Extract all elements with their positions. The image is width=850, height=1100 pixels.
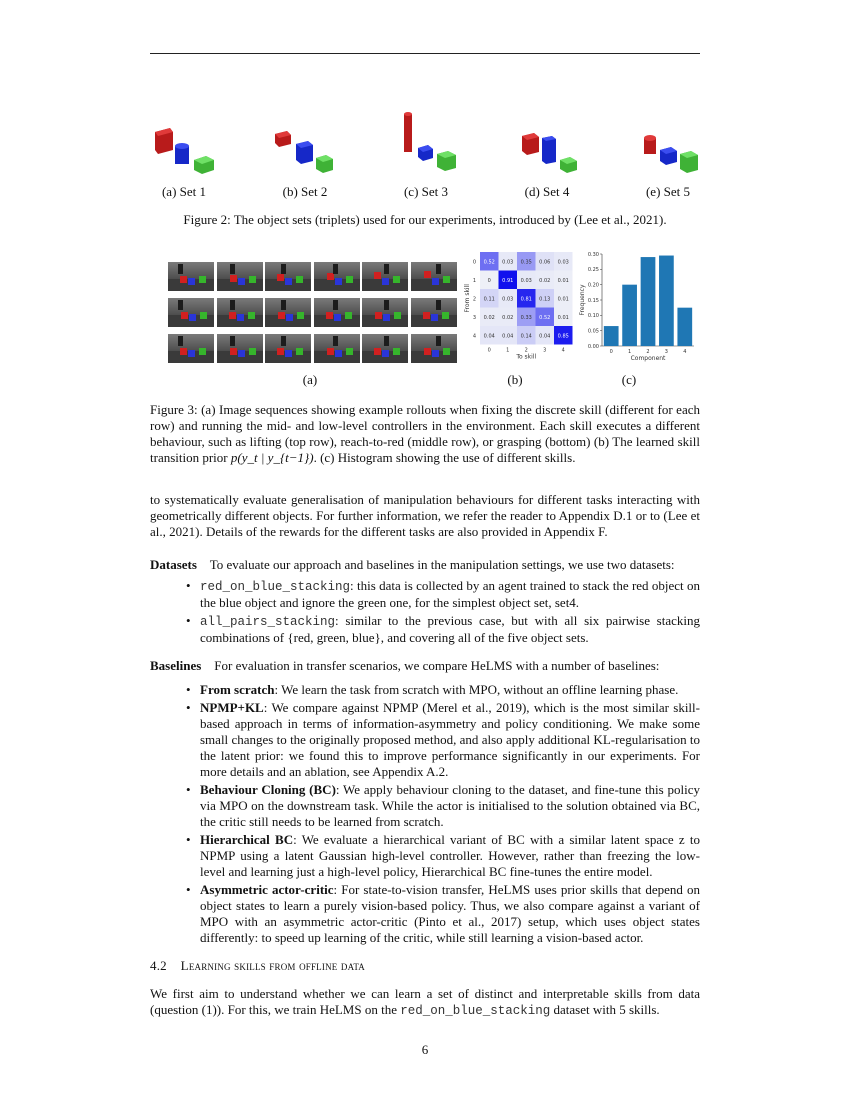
robot-arm — [333, 300, 338, 310]
heatmap-x-tick: 2 — [524, 347, 528, 354]
heatmap-cell-label: 0.01 — [557, 314, 569, 321]
rollout-frame — [362, 334, 408, 363]
bar-x-tick: 1 — [628, 349, 632, 355]
rollout-frame — [265, 334, 311, 363]
cube-object — [230, 348, 237, 355]
heatmap-cell-label: 0.02 — [502, 314, 514, 321]
heatmap-cell-label: 0.02 — [483, 314, 495, 321]
dataset-item — [200, 613, 700, 646]
histogram-bar — [641, 257, 656, 346]
cube-object — [374, 272, 381, 279]
baseline-description: : We apply behaviour cloning to the dataset, and fine-tune this policy via MPO on the downstream task. While the actor is initialised to the solution obtained via BC, the critic still needs to be learned from scratch. — [200, 782, 700, 829]
header-rule — [150, 53, 700, 54]
rollout-frame — [217, 262, 263, 291]
dataset-description: : this data is collected by an agent trained to stack the red object on the blue object and ignore the green one, for the simplest object set, set4. — [200, 578, 700, 610]
heatmap-cell-label: 0.14 — [520, 333, 532, 340]
cube-object — [285, 278, 292, 285]
cube-object — [189, 314, 196, 321]
robot-arm — [436, 336, 441, 346]
cube-object — [432, 350, 439, 357]
cube-object — [326, 312, 333, 319]
cube-object — [297, 312, 304, 319]
baseline-item — [200, 882, 700, 946]
histogram-bar — [677, 308, 692, 346]
cube-object — [249, 348, 256, 355]
heatmap-cell-label: 0.03 — [502, 259, 514, 266]
cube-object — [424, 271, 431, 278]
heatmap-cell-label: 0.01 — [557, 277, 569, 284]
robot-arm — [384, 336, 389, 346]
baselines-list — [200, 682, 700, 948]
cube-object — [393, 348, 400, 355]
robot-arm — [281, 264, 286, 274]
heatmap-x-tick: 0 — [487, 347, 491, 354]
section-number: 4.2 — [150, 958, 167, 973]
heatmap-cell-label: 0.52 — [483, 259, 495, 266]
baseline-item — [200, 682, 700, 698]
cube-object — [345, 312, 352, 319]
dataset-item — [200, 578, 700, 611]
cube-object — [286, 314, 293, 321]
set-1-label: (a) Set 1 — [161, 184, 207, 199]
heatmap-cell-label: 0.81 — [520, 296, 532, 303]
caption-text-2: . (c) Histogram showing the use of different skills. — [313, 450, 576, 465]
bar-y-tick: 0.10 — [587, 313, 599, 320]
robot-arm — [178, 336, 183, 346]
cube-object — [230, 275, 237, 282]
set-1-objects — [155, 128, 214, 174]
datasets-list — [200, 578, 700, 648]
bar-y-tick: 0.05 — [587, 328, 599, 335]
cube-object — [188, 350, 195, 357]
fig3-sublabel-a: (a) — [302, 372, 318, 387]
baselines-lead: For evaluation in transfer scenarios, we compare HeLMS with a number of baselines: — [214, 658, 660, 673]
cube-object — [394, 312, 401, 319]
cube-object — [277, 348, 284, 355]
set-4-objects — [522, 133, 577, 173]
cube-object — [374, 348, 381, 355]
set-2-label: (b) Set 2 — [282, 184, 328, 199]
cube-object — [423, 312, 430, 319]
cube-object — [335, 350, 342, 357]
cube-object — [188, 278, 195, 285]
dataset-description: : similar to the previous case, but with all six pairwise stacking combinations of {red, green, blue}, and covering all of the five object sets. — [200, 613, 700, 645]
cube-object — [443, 276, 450, 283]
heatmap-x-label: To skill — [516, 353, 537, 361]
set-3-objects — [404, 112, 456, 171]
rollout-frame — [265, 262, 311, 291]
heatmap-x-tick: 3 — [543, 347, 547, 354]
heatmap-x-tick: 1 — [506, 347, 510, 354]
section-title: Learning skills from offline data — [180, 958, 366, 973]
page-number: 6 — [421, 1042, 429, 1057]
heatmap-y-tick: 3 — [472, 314, 476, 321]
baseline-description: : We learn the task from scratch with MPO, without an offline learning phase. — [274, 682, 679, 697]
heatmap-cell-label: 0.04 — [483, 333, 495, 340]
heatmap-cell-label: 0.52 — [539, 314, 551, 321]
set-2-objects — [275, 131, 333, 173]
caption-math: p(y_t | y_{t−1}) — [230, 450, 314, 465]
rollout-frame — [314, 298, 360, 327]
baseline-term: Behaviour Cloning (BC) — [200, 782, 336, 797]
final-paragraph — [150, 986, 700, 1019]
set-5-objects — [644, 135, 698, 173]
cube-object — [296, 348, 303, 355]
heatmap-cell-label: 0.35 — [520, 259, 532, 266]
cube-object — [327, 348, 334, 355]
cube-object — [278, 312, 285, 319]
rollout-frame — [168, 298, 214, 327]
cube-object — [382, 278, 389, 285]
heatmap-cell-label: 0.13 — [539, 296, 551, 303]
bar-y-tick: 0.30 — [587, 251, 599, 258]
figure-3-caption — [150, 402, 700, 466]
cube-object — [249, 276, 256, 283]
robot-arm — [436, 264, 441, 274]
bar-y-tick: 0.20 — [587, 282, 599, 289]
rollout-frame — [314, 262, 360, 291]
cube-object — [346, 348, 353, 355]
baselines-heading: Baselines — [150, 658, 202, 673]
histogram-bar — [622, 285, 637, 346]
skill-histogram — [580, 250, 700, 368]
cube-object — [285, 350, 292, 357]
bar-y-tick: 0.00 — [587, 343, 599, 350]
cube-object — [382, 350, 389, 357]
datasets-paragraph — [150, 557, 700, 573]
set-3-label: (c) Set 3 — [403, 184, 449, 199]
object-sets-illustration — [150, 108, 710, 180]
cube-object — [442, 312, 449, 319]
robot-arm — [281, 300, 286, 310]
bar-y-label: Frequency — [579, 284, 586, 316]
heatmap-cell-label: 0.02 — [539, 277, 551, 284]
final-text-2: dataset with 5 skills. — [550, 1002, 660, 1017]
baselines-paragraph — [150, 658, 700, 674]
heatmap-cell-label: 0.33 — [520, 314, 532, 321]
cube-object — [200, 312, 207, 319]
rollout-frame — [411, 262, 457, 291]
heatmap-cell-label: 0.03 — [520, 277, 532, 284]
cube-object — [424, 348, 431, 355]
cube-object — [180, 276, 187, 283]
bar-x-tick: 4 — [683, 349, 687, 355]
bar-x-label: Component — [630, 355, 666, 362]
histogram-bar — [659, 256, 674, 346]
set-5-label: (e) Set 5 — [645, 184, 691, 199]
heatmap-cell-label: 0 — [487, 277, 491, 284]
skill-transition-heatmap — [462, 250, 582, 368]
cube-object — [199, 348, 206, 355]
robot-arm — [333, 264, 338, 274]
set-4-label: (d) Set 4 — [524, 184, 570, 199]
heatmap-y-tick: 1 — [472, 277, 476, 284]
final-code: red_on_blue_stacking — [400, 1004, 551, 1018]
heatmap-y-label: From skill — [464, 284, 471, 313]
dataset-code: red_on_blue_stacking — [200, 580, 351, 594]
datasets-heading: Datasets — [150, 557, 197, 572]
cube-object — [327, 273, 334, 280]
bar-x-tick: 3 — [664, 349, 668, 355]
heatmap-y-tick: 0 — [472, 259, 476, 266]
baseline-term: Hierarchical BC — [200, 832, 294, 847]
robot-arm — [333, 336, 338, 346]
heatmap-cell-label: 0.06 — [539, 259, 551, 266]
heatmap-cell-label: 0.04 — [539, 333, 551, 340]
cube-object — [296, 276, 303, 283]
cube-object — [443, 348, 450, 355]
robot-arm — [178, 300, 183, 310]
rollout-frame — [265, 298, 311, 327]
cube-object — [237, 314, 244, 321]
cube-object — [393, 276, 400, 283]
bar-y-tick: 0.15 — [587, 297, 599, 304]
heatmap-cell-label: 0.01 — [557, 296, 569, 303]
fig3-sublabel-c: (c) — [621, 372, 637, 387]
cube-object — [335, 278, 342, 285]
rollout-frame — [168, 262, 214, 291]
rollout-frame — [411, 298, 457, 327]
histogram-bar — [604, 326, 619, 346]
baseline-item — [200, 782, 700, 830]
cube-object — [375, 312, 382, 319]
robot-arm — [281, 336, 286, 346]
heatmap-cell-label: 0.91 — [502, 277, 514, 284]
rollout-frame — [168, 334, 214, 363]
heatmap-x-tick: 4 — [561, 347, 565, 354]
datasets-lead: To evaluate our approach and baselines in the manipulation settings, we use two datasets: — [209, 557, 675, 572]
cube-object — [431, 314, 438, 321]
bar-x-tick: 0 — [609, 349, 613, 355]
robot-arm — [178, 264, 183, 274]
final-text-1: We first aim to understand whether we can learn a set of distinct and interpretable skills from data (question (1)). For this, we train HeLMS on the — [150, 986, 700, 1017]
section-heading — [150, 958, 700, 974]
rollout-frame — [314, 334, 360, 363]
fig3-sublabel-b: (b) — [507, 372, 523, 387]
heatmap-cell-label: 0.03 — [502, 296, 514, 303]
cube-object — [277, 274, 284, 281]
cube-object — [199, 276, 206, 283]
rollout-image-grid — [168, 262, 468, 360]
rollout-frame — [362, 298, 408, 327]
cube-object — [432, 278, 439, 285]
baseline-term: Asymmetric actor-critic — [200, 882, 334, 897]
cube-object — [181, 312, 188, 319]
bar-y-tick: 0.25 — [587, 267, 599, 274]
baseline-description: : We compare against NPMP (Merel et al., 2019), which is the most similar skill-based approach in terms of information-asymmetry and policy conditioning. We make some small changes to the originally proposed method, and also apply additional KL-regularisation to the latent prior: we found this to improve performance significantly in our experiments. For more details and an ablation, see Appendix A.2. — [200, 700, 700, 779]
robot-arm — [230, 264, 235, 274]
heatmap-cell-label: 0.04 — [502, 333, 514, 340]
heatmap-cell-label: 0.03 — [557, 259, 569, 266]
robot-arm — [230, 336, 235, 346]
heatmap-cell-label: 0.85 — [557, 333, 569, 340]
heatmap-y-tick: 2 — [472, 296, 476, 303]
intro-paragraph: to systematically evaluate generalisation of manipulation behaviours for different tasks interacting with geometrically different objects. For further information, we refer the reader to Appendix D.1 or to (Lee et al., 2021). Details of the rewards for the different tasks are also provided in Appendix F. — [150, 492, 700, 539]
cube-object — [346, 276, 353, 283]
cube-object — [229, 312, 236, 319]
baseline-description: : We evaluate a hierarchical variant of BC with a similar latent space z to NPMP using a latent Gaussian high-level controller. However, rather than freezing the low-level and learning just a high-level policy, Hierarchical BC fine-tunes the entire model. — [200, 832, 701, 879]
cube-object — [238, 350, 245, 357]
dataset-code: all_pairs_stacking — [200, 615, 336, 629]
rollout-frame — [217, 334, 263, 363]
robot-arm — [384, 264, 389, 274]
rollout-frame — [411, 334, 457, 363]
heatmap-cell-label: 0.11 — [483, 296, 495, 303]
baseline-item — [200, 832, 700, 880]
baseline-item — [200, 700, 700, 780]
baseline-term: NPMP+KL — [200, 700, 264, 715]
cube-object — [334, 314, 341, 321]
cube-object — [238, 278, 245, 285]
robot-arm — [436, 300, 441, 310]
baseline-description: : For state-to-vision transfer, HeLMS uses prior skills that depend on object states to learn a purely vision-based policy. Thus, we also compare against a variant of MPO with an asymmetric actor-critic (Pinto et al., 2017) setup, which uses object states differently: to speed up learning of the critic, while still learning a vision-based actor. — [200, 882, 700, 945]
robot-arm — [384, 300, 389, 310]
rollout-frame — [217, 298, 263, 327]
cube-object — [383, 314, 390, 321]
figure-2-caption: Figure 2: The object sets (triplets) used for our experiments, introduced by (Lee et al., 2021). — [183, 212, 667, 227]
heatmap-y-tick: 4 — [472, 333, 476, 340]
caption-text-1: Figure 3: (a) Image sequences showing example rollouts when fixing the discrete skill (different for each row) and running the mid- and low-level controllers in the environment. Each skill executes a different behaviour, such as lifting (top row), reach-to-red (middle row), or grasping (bottom) (b) The learned skill transition prior — [150, 402, 700, 465]
rollout-frame — [362, 262, 408, 291]
cube-object — [180, 348, 187, 355]
baseline-term: From scratch — [200, 682, 275, 697]
cube-object — [248, 312, 255, 319]
robot-arm — [230, 300, 235, 310]
bar-x-tick: 2 — [646, 349, 650, 355]
